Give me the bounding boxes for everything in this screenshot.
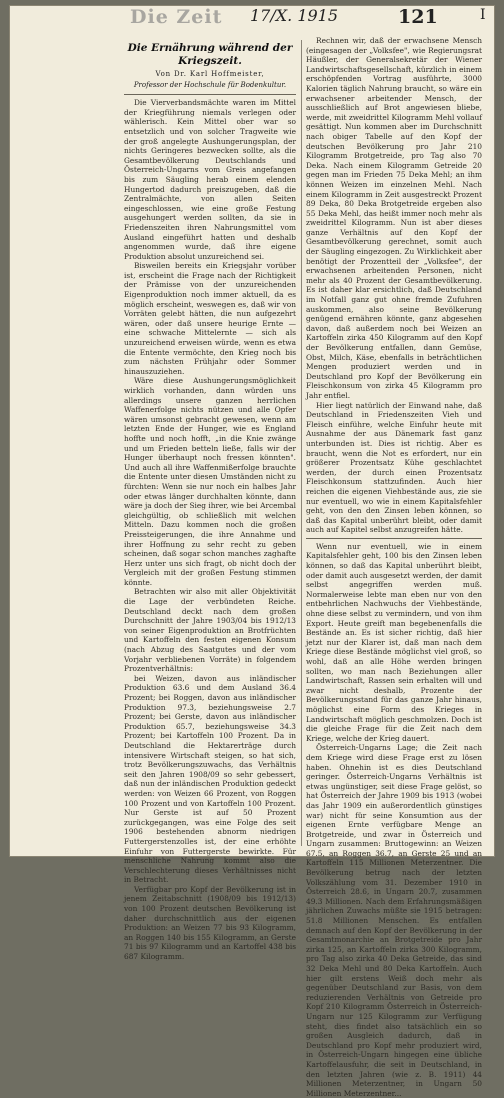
title-divider [124, 94, 296, 95]
article-left-column [124, 36, 296, 962]
article-affiliation: Professor der Hochschule für Bodenkultur. [133, 80, 287, 89]
article-title: Die Ernährung während der Kriegszeit. [127, 42, 293, 67]
article-paragraph: Österreich-Ungarns Lage; die Zeit nach dem Kriege wird diese Frage erst zu lösen haben. Ohnehin ist es dies Deutschland geringer. Österreich-Ungarns Verhältnis ist etwas ungünstiger, seit diese Frage gelöst, so hat Österreich der Jahre 1909 bis 1913 (wobei das Jahr 1909 ein außerordentlich günstiges war) nicht für seine Konsumtion aus der eigenen Ernte verfügbare Menge an Brotgetreide, und zwar in Österreich und Ungarn zusammen: Bruttogewinn: an Weizen 67.5, an Roggen 36.7, an Gerste 25 und an Kartoffeln 115 Millionen Meterzentner. Die Bevölkerung betrug nach der letzten Volkszählung vom 31. Dezember 1910 in Österreich 28.6, in Ungarn 20.7, zusammen 49.3 Millionen. Nach dem Erfahrungsmäßigen jährlichen Zuwachs müßte sie 1915 betragen: 51.8 Millionen Menschen. Es entfallen demnach auf den Kopf der Bevölkerung in der Gesamtmonarchie an Brotgetreide pro Jahr zirka 125, an Kartoffeln zirka 300 Kilogramm, pro Tag also zirka 40 Deka Getreide, das sind 32 Deka Mehl und 80 Deka Kartoffeln. Auch hier gilt erstens Weiß doch mehr als gegenüber Deutschland zur Basis, von dem reduzierenden Verhältnis von Getreide pro Kopf 210 Kilogramm Österreich in Österreich-Ungarn nur 125 Kilogramm zur Verfügung steht, dies findet also tatsächlich ein so großen Ausgleich dadurch, daß in Deutschland pro Kopf mehr produziert wird, in Österreich-Ungarn hingegen eine übliche Kartoffelausfuhr, die seit in Deutschland, in den letzten Jahren (wie z. B. 1911) 44 Millionen Meterzentner, in Ungarn 50 Millionen Meterzentner... [306, 743, 482, 1098]
article-byline: Von Dr. Karl Hoffmeister, [155, 70, 265, 78]
article-paragraph: Wäre diese Aushungerungsmöglichkeit wirklich vorhanden, dann würden uns allerdings unsere ganzen herrlichen Waffenerfolge nichts nützen und alle Opfer wären umsonst gebracht gewesen, wenn am letzten Ende der Hunger, wie es England hoffte und noch hofft, „in die Knie zwänge und um Frieden betteln ließe, falls wir der Hunger überhaupt noch fressen könnten". Und auch all ihre Waffenmißerfolge brauchte die Entente unter diesen Umständen nicht zu fürchten: Wenn sie nur noch ein halbes Jahr oder etwas länger durchhalten könnte, dann wäre ja doch der Sieg ihrer, wie bei Arcembal gleichgültig, ob schließlich mit welchen Mitteln. Dazu kommen noch die großen Preissteigerungen, die ihre Annahme und ihrer Hoffnung zu sehr recht zu geben scheinen, daß sogar schon manches zaghafte Herz unter uns sich fragt, ob nicht doch der Vergleich mit der großen Festung stimmen könnte. [124, 376, 296, 587]
page-mark: I [480, 7, 486, 23]
article-paragraph: Betrachten wir also mit aller Objektivität die Lage der verbündeten Reiche. Deutschland deckt nach dem großen Durchschnitt der Jahre 1903/04 bis 1912/13 von seiner Eigenproduktion an Brotfrüchten und Kartoffeln den festen eigenen Konsum (nach Abzug des Saatgutes und der vom Vorjahr verbliebenen Vorräte) in folgendem Prozentverhältnis: [124, 587, 296, 674]
article-paragraph: Die Vierverbandsmächte waren im Mittel der Kriegführung niemals verlegen oder wählerisch. Kein Mittel ober war so entsetzlich und von solcher Tragweite wie der groß angelegte Aushungerungsplan, der nichts Geringeres bezwecken sollte, als die Gesamtbevölkerung Deutschlands und Österreich-Ungarns vom Greis angefangen bis zum Säugling herab einem elenden Hungertod dadurch preiszugeben, daß die Zentralmächte, von allen Seiten eingeschlossen, wie eine große Festung ausgehungert werden sollten, da sie in Friedenszeiten ihren Nahrungsmittel vom Ausland eingeführt hatten und deshalb angenommen wurde, daß ihre eigene Produktion absolut unzureichend sei. [124, 98, 296, 261]
masthead-title: Die Zeit [130, 6, 223, 28]
article-paragraph: Hier liegt natürlich der Einwand nahe, daß Deutschland in Friedenszeiten Vieh und Fleisch einführe, welche Einfuhr heute mit Ausnahme der aus Dänemark fast ganz unterbunden ist. Dies ist richtig. Aber es braucht, wenn die Not es erfordert, nur ein größerer Prozentsatz Kühe geschlachtet werden, der durch einen Prozentsatz Fleischkonsum stattzufinden. Auch hier reichen die eigenen Viehbestände aus, zie sie nur eventuell, wo wie in einem Kapitalsfehler geht, von den den Zinsen leben können, so daß das Kapital unberührt bleibt, oder damit auch auf Kapitel selbst anzugreifen hätte. [306, 400, 482, 535]
column-divider [301, 40, 302, 846]
article-paragraph: Wenn nur eventuell, wie in einem Kapitalsfehler geht, 100 bis den Zinsen leben können, so daß das Kapital unberührt bleibt, oder damit auch ausgesetzt werden, der damit selbst angegriffen werden muß. Normalerweise lebte man eben nur von den entbehrlichen Nachwuchs der Viehbestände, ohne diese selbst zu vermindern, und von ihm Export. Heute greift man begebenenfalls die Bestände an. Es ist sicher richtig, daß hier jetzt nur der Klarer ist, daß man nach dem Kriege diese Bestände möglichst viel groß, so wohl, daß an alle Höhe werden bringen sollten, wo man nach Beziehungen aller Landwirtschaft, Rassen sein erhalten will und zwar nicht deshalb, Prozente der Bevölkerungsstand für das ganze Jahr hinaus, möglichst eine Form des Krieges in Landwirtschaft möglich geschmolzen. Doch ist die gleiche Frage für die Zeit nach dem Kriege, welche der Krieg dauert. [306, 541, 482, 743]
article-paragraph: bei Weizen, davon aus inländischer Produktion 63.6 und dem Ausland 36.4 Prozent; bei Roggen, davon aus inländischer Produktion 97.3, beziehungsweise 2.7 Prozent; bei Gerste, davon aus inländischer Produktion 65.7, beziehungsweise 34.3 Prozent; bei Kartoffeln 100 Prozent. Da in Deutschland die Hektarerträge durch intensivere Wirtschaft steigen, so hat sich, trotz Bevölkerungszuwachs, das Verhältnis seit den Jahren 1908/09 so sehr gebessert, daß nun der inländischen Produktion gedeckt werden: von Weizen 66 Prozent, von Roggen 100 Prozent und von Kartoffeln 100 Prozent. Nur Gerste ist auf 50 Prozent zurückgegangen, was eine Folge des seit 1906 bestehenden abnorm niedrigen Futtergerstenzolles ist, der eine erhöhte Einfuhr von Futtergerste bewirkte. Für menschliche Nahrung kommt also die Verschlechterung dieses Verhältnisses nicht in Betracht. [124, 673, 296, 885]
handwritten-date: 17/X. 1915 [250, 6, 339, 25]
article-paragraph: Bisweilen bereits ein Kriegsjahr vorüber ist, erscheint die Frage nach der Richtigkeit der Prämisse von der unzureichenden Eigenproduktion noch immer aktuell, da es möglich erscheint, weswegen es, daß wir von Vorräten gelebt hätten, die nun aufgezehrt wären, oder daß unsere heurige Ernte — eine schwache Mittelernte — sich als unzureichend erweisen würde, wenn es etwa die Entente vermöchte, den Krieg noch bis zum nächsten Frühjahr oder Sommer hinauszuziehen. [124, 261, 296, 376]
section-divider [306, 538, 482, 539]
article-paragraph: Verfügbar pro Kopf der Bevölkerung ist in jenem Zeitabschnitt (1908/09 bis 1912/13) von 100 Prozent deutschen Bevölkerung ist daher durchschnittlich aus der eigenen Produktion: an Weizen 77 bis 93 Kilogramm, an Roggen 140 bis 155 Kilogramm, an Gerste 71 bis 97 Kilogramm und an Kartoffel 438 bis 687 Kilogramm. [124, 884, 296, 962]
newspaper-clipping [10, 6, 494, 1098]
article-paragraph: Rechnen wir, daß der erwachsene Mensch (eingesagen der „Volksfee", wie Regierungsrat Häußler, der Generalsekretär der Wiener Landwirtschaftsgesellschaft, kürzlich in einem erschöpfenden Vortrag ausführte, 3000 Kalorien täglich Nahrung braucht, so wäre ein erwachsener arbeitender Mensch, der ausschließlich auf Brot angewiesen bliebe, werde, mit zweidrittel Kilogramm Mehl vollauf gesättigt. Nun kommen aber im Durchschnitt nach obiger Tabelle auf den Kopf der deutschen Bevölkerung pro Jahr 210 Kilogramm Brotgetreide, pro Tag also 70 Deka. Nach einem Kilogramm Getreide 20 gegen man im Frieden 75 Deka Mehl; an ihm können Weizen im einzelnen Mehl. Nach einem Kilogramm in Zeit ausgestreckt Prozent 89 Deka, 80 Deka Brotgetreide ergeben also 55 Deka Mehl, das heißt immer noch mehr als zweidrittel Kilogramm. Nun ist aber dieses ganze Verhältnis auf den Kopf der Gesamtbevölkerung gerechnet, somit auch der Säugling eingezogen. Zu Wirklichkeit aber benötigt der Prozentteil der „Volksfee", der erwachsenen arbeitenden Personen, nicht mehr als 40 Prozent der Gesamtbevölkerung. Es ist daher klar ersichtlich, daß Deutschland im Notfall ganz gut ohne fremde Zufuhren auskommen, also seine Bevölkerung genügend ernähren könnte, ganz abgesehen davon, daß außerdem noch bei Weizen an Kartoffeln zirka 450 Kilogramm auf den Kopf der Bevölkerung entfallen, dann Gemüse, Obst, Milch, Käse, ebenfalls in beträchtlichen Mengen produziert werden und in Deutschland pro Kopf der Bevölkerung ein Fleischkonsum von zirka 45 Kilogramm pro Jahr entfiel. [306, 36, 482, 400]
page-number: 121 [398, 6, 438, 28]
article-right-column [306, 36, 482, 1098]
masthead [10, 6, 494, 32]
